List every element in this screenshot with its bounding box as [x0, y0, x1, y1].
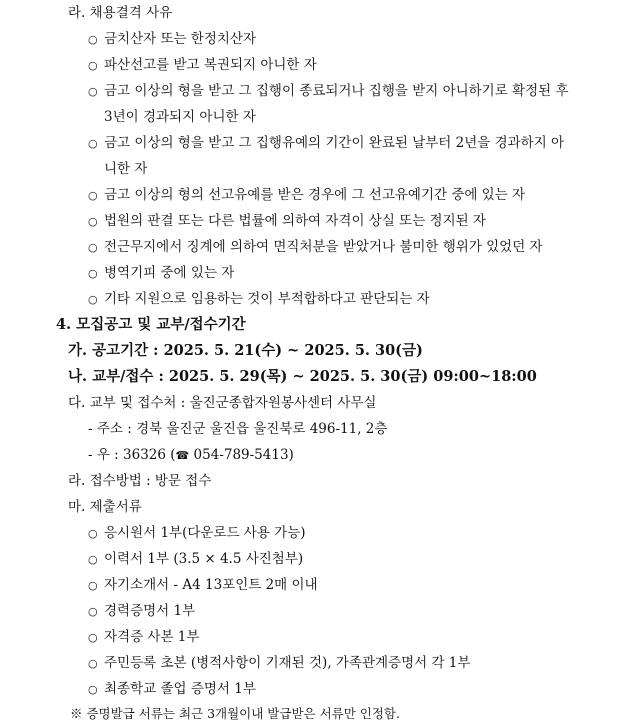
list-item: ○ 금고 이상의 형을 받고 그 집행이 종료되거나 집행을 받지 아니하기로 확정된 후	[88, 81, 569, 102]
list-item: ○ 금치산자 또는 한정치산자	[88, 29, 256, 50]
bullet-mark: ○	[88, 683, 98, 696]
bullet-mark: ○	[88, 579, 98, 592]
list-item: ○ 이력서 1부 (3.5 × 4.5 사진첨부)	[88, 549, 303, 570]
submission-office: 다. 교부 및 접수처 : 울진군종합자원봉사센터 사무실	[68, 395, 377, 411]
list-item: ○ 금고 이상의 형의 선고유예를 받은 경우에 그 선고유예기간 중에 있는 자	[88, 185, 525, 206]
list-item: ○ 자격증 사본 1부	[88, 627, 199, 648]
bullet-mark: ○	[88, 85, 98, 98]
list-item: ○ 전근무지에서 징계에 의하여 면직처분을 받았거나 불미한 행위가 있었던 자	[88, 237, 543, 258]
submission-method: 라. 접수방법 : 방문 접수	[68, 473, 212, 489]
list-item: ○ 주민등록 초본 (병적사항이 기재된 것), 가족관계증명서 각 1부	[88, 653, 470, 674]
bullet-mark: ○	[88, 293, 98, 306]
bullet-mark: ○	[88, 631, 98, 644]
address-line: - 주소 : 경북 울진군 울진읍 울진북로 496-11, 2층	[88, 421, 388, 437]
section-heading-recruitment: 4. 모집공고 및 교부/접수기간	[56, 316, 246, 333]
bullet-mark: ○	[88, 527, 98, 540]
list-item: ○ 법원의 판결 또는 다른 법률에 의하여 자격이 상실 또는 정지된 자	[88, 211, 486, 232]
list-item: ○ 병역기피 중에 있는 자	[88, 263, 234, 284]
bullet-mark: ○	[88, 189, 98, 202]
notice-period: 가. 공고기간 : 2025. 5. 21(수) ~ 2025. 5. 30(금)	[68, 342, 423, 359]
list-item: ○ 최종학교 졸업 증명서 1부	[88, 679, 256, 700]
bullet-mark: ○	[88, 553, 98, 566]
bullet-mark: ○	[88, 241, 98, 254]
bullet-mark: ○	[88, 215, 98, 228]
footnote: ※ 증명발급 서류는 최근 3개월이내 발급받은 서류만 인정함.	[70, 706, 400, 721]
list-item: ○ 파산선고를 받고 복권되지 아니한 자	[88, 55, 317, 76]
bullet-mark: ○	[88, 605, 98, 618]
list-item: ○ 자기소개서 - A4 13포인트 2매 이내	[88, 575, 318, 596]
bullet-mark: ○	[88, 33, 98, 46]
list-item-continuation: 3년이 경과되지 아니한 자	[104, 109, 256, 125]
phone-icon: ☎	[175, 449, 190, 462]
list-item-continuation: 니한 자	[104, 161, 148, 177]
bullet-mark: ○	[88, 59, 98, 72]
section-heading-disqualify: 라. 채용결격 사유	[68, 5, 173, 21]
list-item: ○ 기타 지원으로 임용하는 것이 부적합하다고 판단되는 자	[88, 289, 430, 310]
bullet-mark: ○	[88, 657, 98, 670]
list-item: ○ 금고 이상의 형을 받고 그 집행유예의 기간이 완료된 날부터 2년을 경과하지 아	[88, 133, 564, 154]
documents-heading: 마. 제출서류	[68, 499, 142, 515]
submission-period: 나. 교부/접수 : 2025. 5. 29(목) ~ 2025. 5. 30(금) 09:00~18:00	[68, 368, 537, 385]
zip-phone-line: - 우 : 36326 (☎ 054-789-5413)	[88, 447, 294, 463]
list-item: ○ 응시원서 1부(다운로드 사용 가능)	[88, 523, 306, 544]
bullet-mark: ○	[88, 267, 98, 280]
list-item: ○ 경력증명서 1부	[88, 601, 195, 622]
bullet-mark: ○	[88, 137, 98, 150]
